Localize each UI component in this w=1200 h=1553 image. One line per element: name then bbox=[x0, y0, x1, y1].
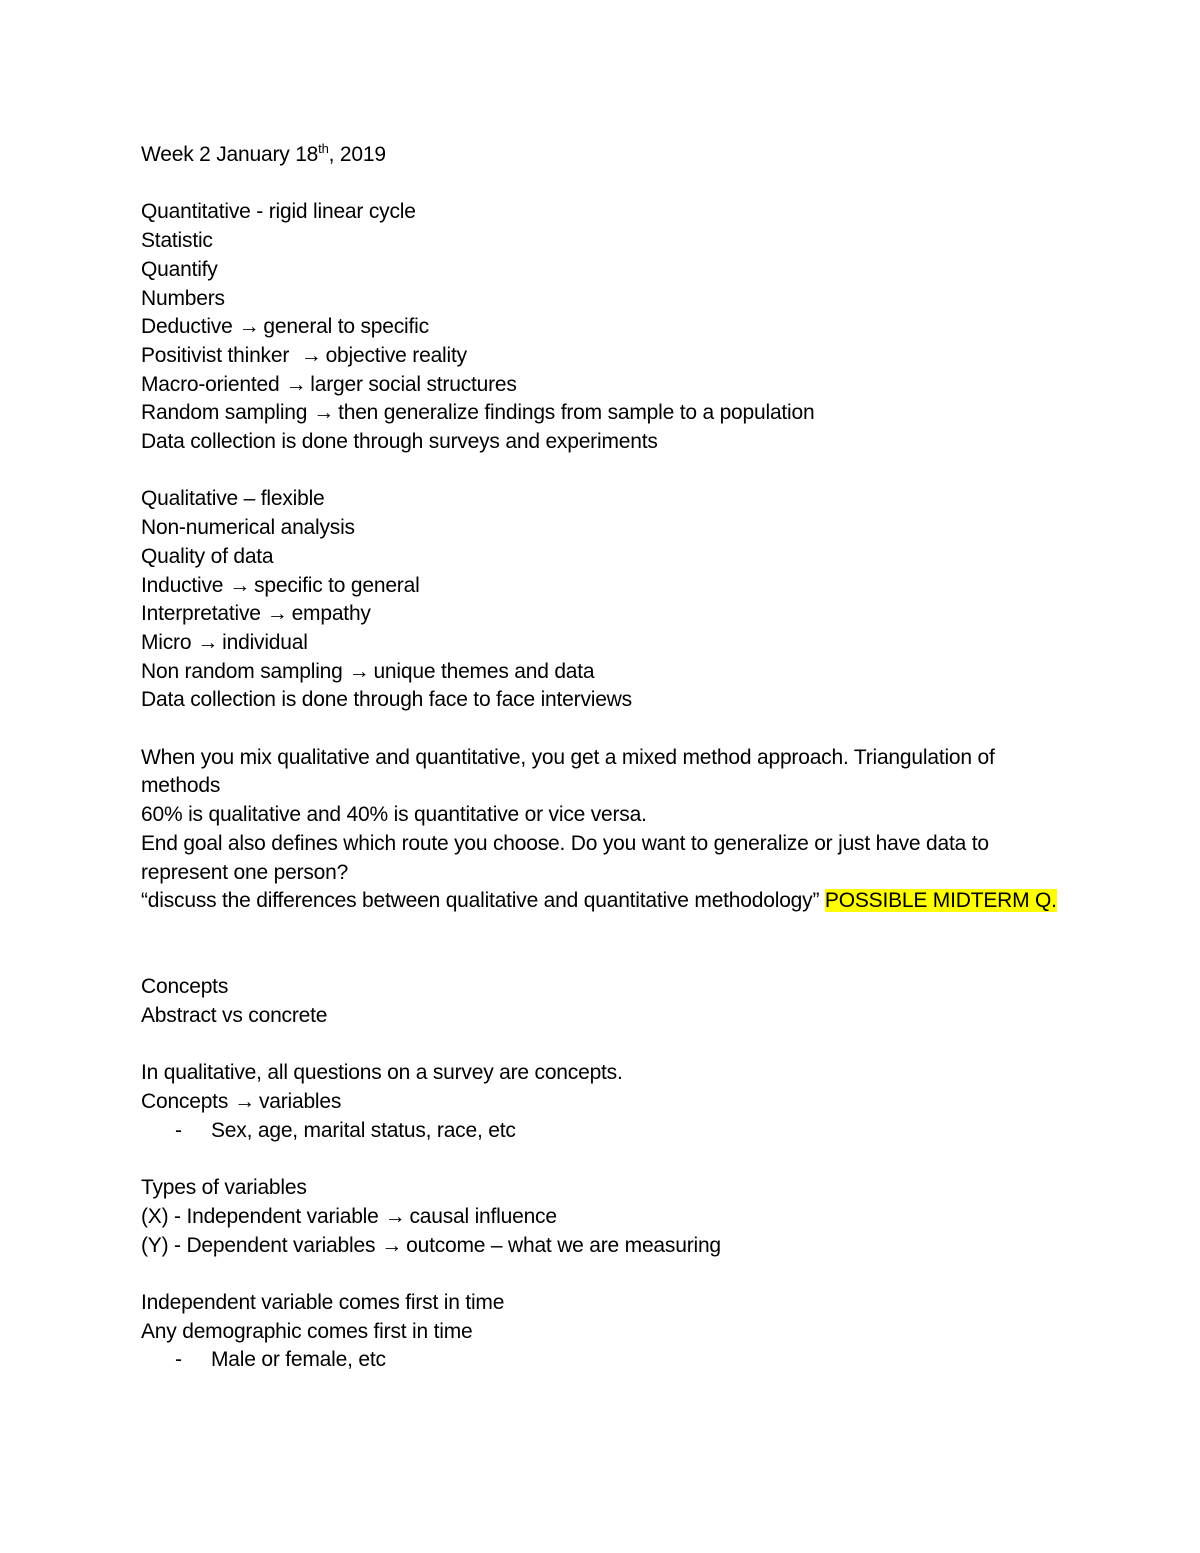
highlight-text: POSSIBLE MIDTERM Q. bbox=[824, 889, 1057, 913]
arrow-icon: → bbox=[300, 343, 322, 367]
concepts-heading: Concepts bbox=[141, 975, 229, 999]
list-item: Inductive → specific to general bbox=[141, 572, 1071, 601]
qualitative-heading: Qualitative – flexible bbox=[141, 487, 325, 511]
arrow-icon: → bbox=[238, 315, 260, 339]
list-item: Numbers bbox=[141, 286, 225, 310]
list-item: Random sampling → then generalize findings from sample to a population bbox=[141, 399, 1071, 428]
title-year: , 2019 bbox=[328, 143, 386, 166]
notes-body bbox=[141, 141, 1071, 1375]
list-item: (Y) - Dependent variables → outcome – what we are measuring bbox=[141, 1232, 1071, 1261]
dash-bullet: - bbox=[175, 1348, 182, 1372]
list-item: Interpretative → empathy bbox=[141, 600, 1071, 629]
quantitative-heading: Quantitative - rigid linear cycle bbox=[141, 200, 416, 224]
midterm-question bbox=[141, 887, 1061, 916]
list-item: Non-numerical analysis bbox=[141, 516, 355, 540]
arrow-icon: → bbox=[266, 602, 288, 626]
end-goal-paragraph: End goal also defines which route you choose. Do you want to generalize or just have data to represent one person? bbox=[141, 831, 989, 884]
title-text: Week 2 January 18 bbox=[141, 143, 319, 166]
spacer bbox=[141, 1260, 1071, 1289]
list-item: Data collection is done through surveys and experiments bbox=[141, 430, 658, 454]
spacer bbox=[141, 1031, 1071, 1060]
list-item: In qualitative, all questions on a survey are concepts. bbox=[141, 1061, 623, 1085]
list-item: Non random sampling → unique themes and data bbox=[141, 658, 1071, 687]
arrow-icon: → bbox=[229, 573, 251, 597]
list-item: (X) - Independent variable → causal influence bbox=[141, 1203, 1071, 1232]
spacer bbox=[141, 457, 1071, 486]
quote-text: “discuss the differences between qualitative and quantitative methodology” bbox=[141, 889, 825, 913]
title-superscript: th bbox=[318, 141, 329, 156]
list-item: Independent variable comes first in time bbox=[141, 1291, 505, 1315]
list-item: Quality of data bbox=[141, 544, 274, 568]
list-item: Positivist thinker → objective reality bbox=[141, 342, 1071, 371]
spacer bbox=[141, 1146, 1071, 1175]
bullet-item: - Sex, age, marital status, race, etc bbox=[141, 1117, 1071, 1146]
arrow-icon: → bbox=[285, 372, 307, 396]
dash-bullet: - bbox=[175, 1118, 182, 1142]
arrow-icon: → bbox=[234, 1090, 255, 1114]
list-item: Deductive → general to specific bbox=[141, 313, 1071, 342]
mixed-method-paragraph: When you mix qualitative and quantitative, you get a mixed method approach. Triangulation of methods bbox=[141, 745, 995, 798]
list-item: Statistic bbox=[141, 229, 213, 253]
list-item: Data collection is done through face to face interviews bbox=[141, 688, 632, 712]
list-item: Any demographic comes first in time bbox=[141, 1319, 473, 1343]
arrow-icon: → bbox=[313, 401, 335, 425]
arrow-icon: → bbox=[384, 1204, 406, 1228]
list-item: Macro-oriented → larger social structures bbox=[141, 371, 1071, 400]
list-item: Concepts → variables bbox=[141, 1088, 1071, 1117]
spacer bbox=[141, 170, 1071, 199]
variables-heading: Types of variables bbox=[141, 1176, 307, 1200]
arrow-icon: → bbox=[197, 630, 219, 654]
ratio-line: 60% is qualitative and 40% is quantitative or vice versa. bbox=[141, 803, 647, 827]
list-item: Micro → individual bbox=[141, 629, 1071, 658]
spacer bbox=[141, 916, 1071, 973]
spacer bbox=[141, 715, 1071, 744]
list-item: Abstract vs concrete bbox=[141, 1004, 328, 1028]
list-item: Quantify bbox=[141, 257, 218, 281]
page-title bbox=[141, 141, 1071, 170]
arrow-icon: → bbox=[381, 1233, 403, 1257]
bullet-item: - Male or female, etc bbox=[141, 1346, 1071, 1375]
arrow-icon: → bbox=[348, 659, 370, 683]
